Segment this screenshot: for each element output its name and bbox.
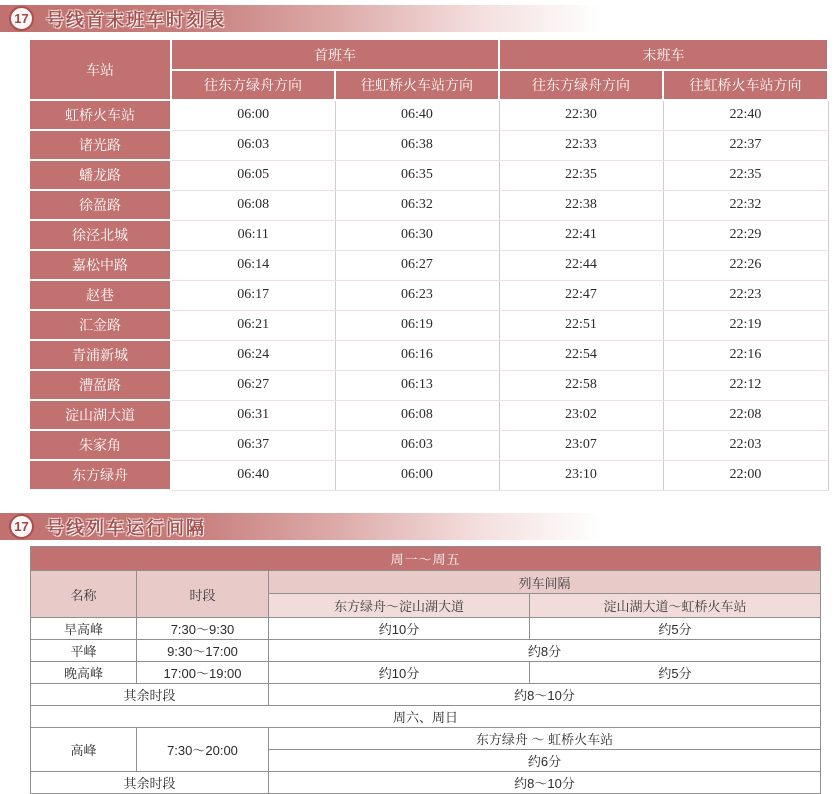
section1-title: 号线首末班车时刻表 bbox=[46, 9, 226, 30]
station-row bbox=[29, 370, 828, 400]
weekday-banner-row bbox=[31, 547, 821, 571]
station-row bbox=[29, 250, 828, 280]
interval-east-cell: 约10分 bbox=[269, 662, 530, 684]
last-train-hongqiao-cell: 22:08 bbox=[663, 400, 828, 430]
first-train-hongqiao-cell: 06:35 bbox=[335, 160, 499, 190]
interval-group-header: 列车间隔 bbox=[269, 571, 821, 594]
first-train-hongqiao-cell: 06:16 bbox=[335, 340, 499, 370]
station-name-cell: 青浦新城 bbox=[29, 340, 171, 370]
first-last-train-table bbox=[28, 38, 829, 491]
first-train-hongqiao-cell: 06:19 bbox=[335, 310, 499, 340]
station-row bbox=[29, 190, 828, 220]
first-train-hongqiao-cell: 06:23 bbox=[335, 280, 499, 310]
name-column-header: 名称 bbox=[31, 571, 137, 618]
first-train-dongfang-cell: 06:14 bbox=[171, 250, 335, 280]
last-train-dongfang-cell: 22:54 bbox=[499, 340, 663, 370]
last-train-hongqiao-cell: 22:00 bbox=[663, 460, 828, 490]
period-column-header: 时段 bbox=[137, 571, 269, 618]
last-train-dongfang-cell: 23:02 bbox=[499, 400, 663, 430]
interval-table bbox=[30, 546, 821, 794]
section2-title: 号线列车运行间隔 bbox=[46, 517, 206, 538]
first-train-hongqiao-cell: 06:40 bbox=[335, 100, 499, 130]
first-train-dongfang-cell: 06:40 bbox=[171, 460, 335, 490]
period-name-cell: 高峰 bbox=[31, 728, 137, 772]
interval-merged-cell: 约8～10分 bbox=[269, 772, 821, 794]
interval-merged-cell: 约8～10分 bbox=[269, 684, 821, 706]
last-train-hongqiao-cell: 22:16 bbox=[663, 340, 828, 370]
station-name-cell: 朱家角 bbox=[29, 430, 171, 460]
morning-peak-row bbox=[31, 618, 821, 640]
interval-west-cell: 约5分 bbox=[530, 662, 821, 684]
first-train-hongqiao-cell: 06:08 bbox=[335, 400, 499, 430]
first-train-dongfang-cell: 06:21 bbox=[171, 310, 335, 340]
weekday-banner: 周一～周五 bbox=[31, 547, 821, 571]
station-name-cell: 诸光路 bbox=[29, 130, 171, 160]
last-train-dongfang-cell: 22:44 bbox=[499, 250, 663, 280]
period-range-cell: 9:30～17:00 bbox=[137, 640, 269, 662]
last-train-dongfang-cell: 22:30 bbox=[499, 100, 663, 130]
last-train-dongfang-cell: 22:47 bbox=[499, 280, 663, 310]
station-row bbox=[29, 430, 828, 460]
last-train-dongfang-cell: 22:38 bbox=[499, 190, 663, 220]
first-train-hongqiao-cell: 06:00 bbox=[335, 460, 499, 490]
last-train-hongqiao-cell: 22:35 bbox=[663, 160, 828, 190]
section2-title-bar bbox=[0, 513, 837, 540]
last-train-group-header: 末班车 bbox=[499, 39, 828, 70]
segment-east-header: 东方绿舟～淀山湖大道 bbox=[269, 594, 530, 618]
last-to-dongfang-header: 往东方绿舟方向 bbox=[499, 70, 663, 100]
last-train-dongfang-cell: 22:58 bbox=[499, 370, 663, 400]
last-train-hongqiao-cell: 22:19 bbox=[663, 310, 828, 340]
period-name-cell: 其余时段 bbox=[31, 772, 269, 794]
first-train-dongfang-cell: 06:27 bbox=[171, 370, 335, 400]
first-train-hongqiao-cell: 06:27 bbox=[335, 250, 499, 280]
station-name-cell: 嘉松中路 bbox=[29, 250, 171, 280]
evening-peak-row bbox=[31, 662, 821, 684]
station-column-header: 车站 bbox=[29, 39, 171, 100]
first-train-dongfang-cell: 06:00 bbox=[171, 100, 335, 130]
station-name-cell: 徐泾北城 bbox=[29, 220, 171, 250]
interval-merged-cell: 约8分 bbox=[269, 640, 821, 662]
station-row bbox=[29, 130, 828, 160]
last-train-dongfang-cell: 22:33 bbox=[499, 130, 663, 160]
first-train-dongfang-cell: 06:37 bbox=[171, 430, 335, 460]
table-header-row-groups bbox=[29, 39, 828, 70]
period-range-cell: 17:00～19:00 bbox=[137, 662, 269, 684]
first-train-dongfang-cell: 06:17 bbox=[171, 280, 335, 310]
interval-merged-cell: 约6分 bbox=[269, 750, 821, 772]
station-row bbox=[29, 220, 828, 250]
interval-west-cell: 约5分 bbox=[530, 618, 821, 640]
last-train-dongfang-cell: 22:35 bbox=[499, 160, 663, 190]
last-train-hongqiao-cell: 22:12 bbox=[663, 370, 828, 400]
station-row bbox=[29, 460, 828, 490]
line-17-badge: 17 bbox=[9, 6, 34, 31]
interval-east-cell: 约10分 bbox=[269, 618, 530, 640]
weekend-route-cell: 东方绿舟 ～ 虹桥火车站 bbox=[269, 728, 821, 750]
station-name-cell: 蟠龙路 bbox=[29, 160, 171, 190]
last-train-hongqiao-cell: 22:23 bbox=[663, 280, 828, 310]
last-train-hongqiao-cell: 22:37 bbox=[663, 130, 828, 160]
last-train-dongfang-cell: 23:10 bbox=[499, 460, 663, 490]
first-train-hongqiao-cell: 06:13 bbox=[335, 370, 499, 400]
station-name-cell: 徐盈路 bbox=[29, 190, 171, 220]
station-row bbox=[29, 400, 828, 430]
period-name-cell: 平峰 bbox=[31, 640, 137, 662]
period-range-cell: 7:30～20:00 bbox=[137, 728, 269, 772]
station-name-cell: 漕盈路 bbox=[29, 370, 171, 400]
period-name-cell: 其余时段 bbox=[31, 684, 269, 706]
station-name-cell: 汇金路 bbox=[29, 310, 171, 340]
station-row bbox=[29, 160, 828, 190]
first-train-hongqiao-cell: 06:32 bbox=[335, 190, 499, 220]
station-row bbox=[29, 310, 828, 340]
line-17-badge: 17 bbox=[9, 514, 34, 539]
section1-title-bar bbox=[0, 5, 837, 32]
station-name-cell: 赵巷 bbox=[29, 280, 171, 310]
weekday-rest-row bbox=[31, 684, 821, 706]
last-train-hongqiao-cell: 22:26 bbox=[663, 250, 828, 280]
last-train-hongqiao-cell: 22:40 bbox=[663, 100, 828, 130]
first-to-dongfang-header: 往东方绿舟方向 bbox=[171, 70, 335, 100]
first-train-hongqiao-cell: 06:03 bbox=[335, 430, 499, 460]
segment-west-header: 淀山湖大道～虹桥火车站 bbox=[530, 594, 821, 618]
station-row bbox=[29, 280, 828, 310]
first-train-dongfang-cell: 06:24 bbox=[171, 340, 335, 370]
interval-header-row bbox=[31, 571, 821, 594]
first-train-dongfang-cell: 06:08 bbox=[171, 190, 335, 220]
first-to-hongqiao-header: 往虹桥火车站方向 bbox=[335, 70, 499, 100]
weekend-banner-row bbox=[31, 706, 821, 728]
first-train-dongfang-cell: 06:11 bbox=[171, 220, 335, 250]
last-train-dongfang-cell: 22:51 bbox=[499, 310, 663, 340]
first-train-dongfang-cell: 06:05 bbox=[171, 160, 335, 190]
first-train-hongqiao-cell: 06:38 bbox=[335, 130, 499, 160]
first-train-group-header: 首班车 bbox=[171, 39, 499, 70]
period-name-cell: 晚高峰 bbox=[31, 662, 137, 684]
last-train-hongqiao-cell: 22:03 bbox=[663, 430, 828, 460]
period-range-cell: 7:30～9:30 bbox=[137, 618, 269, 640]
station-row bbox=[29, 340, 828, 370]
first-train-dongfang-cell: 06:03 bbox=[171, 130, 335, 160]
station-name-cell: 虹桥火车站 bbox=[29, 100, 171, 130]
station-name-cell: 东方绿舟 bbox=[29, 460, 171, 490]
weekend-rest-row bbox=[31, 772, 821, 794]
station-name-cell: 淀山湖大道 bbox=[29, 400, 171, 430]
last-to-hongqiao-header: 往虹桥火车站方向 bbox=[663, 70, 828, 100]
last-train-dongfang-cell: 23:07 bbox=[499, 430, 663, 460]
first-train-dongfang-cell: 06:31 bbox=[171, 400, 335, 430]
first-train-hongqiao-cell: 06:30 bbox=[335, 220, 499, 250]
period-name-cell: 早高峰 bbox=[31, 618, 137, 640]
weekend-peak-route-row bbox=[31, 728, 821, 750]
offpeak-row bbox=[31, 640, 821, 662]
last-train-hongqiao-cell: 22:29 bbox=[663, 220, 828, 250]
station-row bbox=[29, 100, 828, 130]
last-train-hongqiao-cell: 22:32 bbox=[663, 190, 828, 220]
weekend-banner: 周六、周日 bbox=[31, 706, 821, 728]
last-train-dongfang-cell: 22:41 bbox=[499, 220, 663, 250]
